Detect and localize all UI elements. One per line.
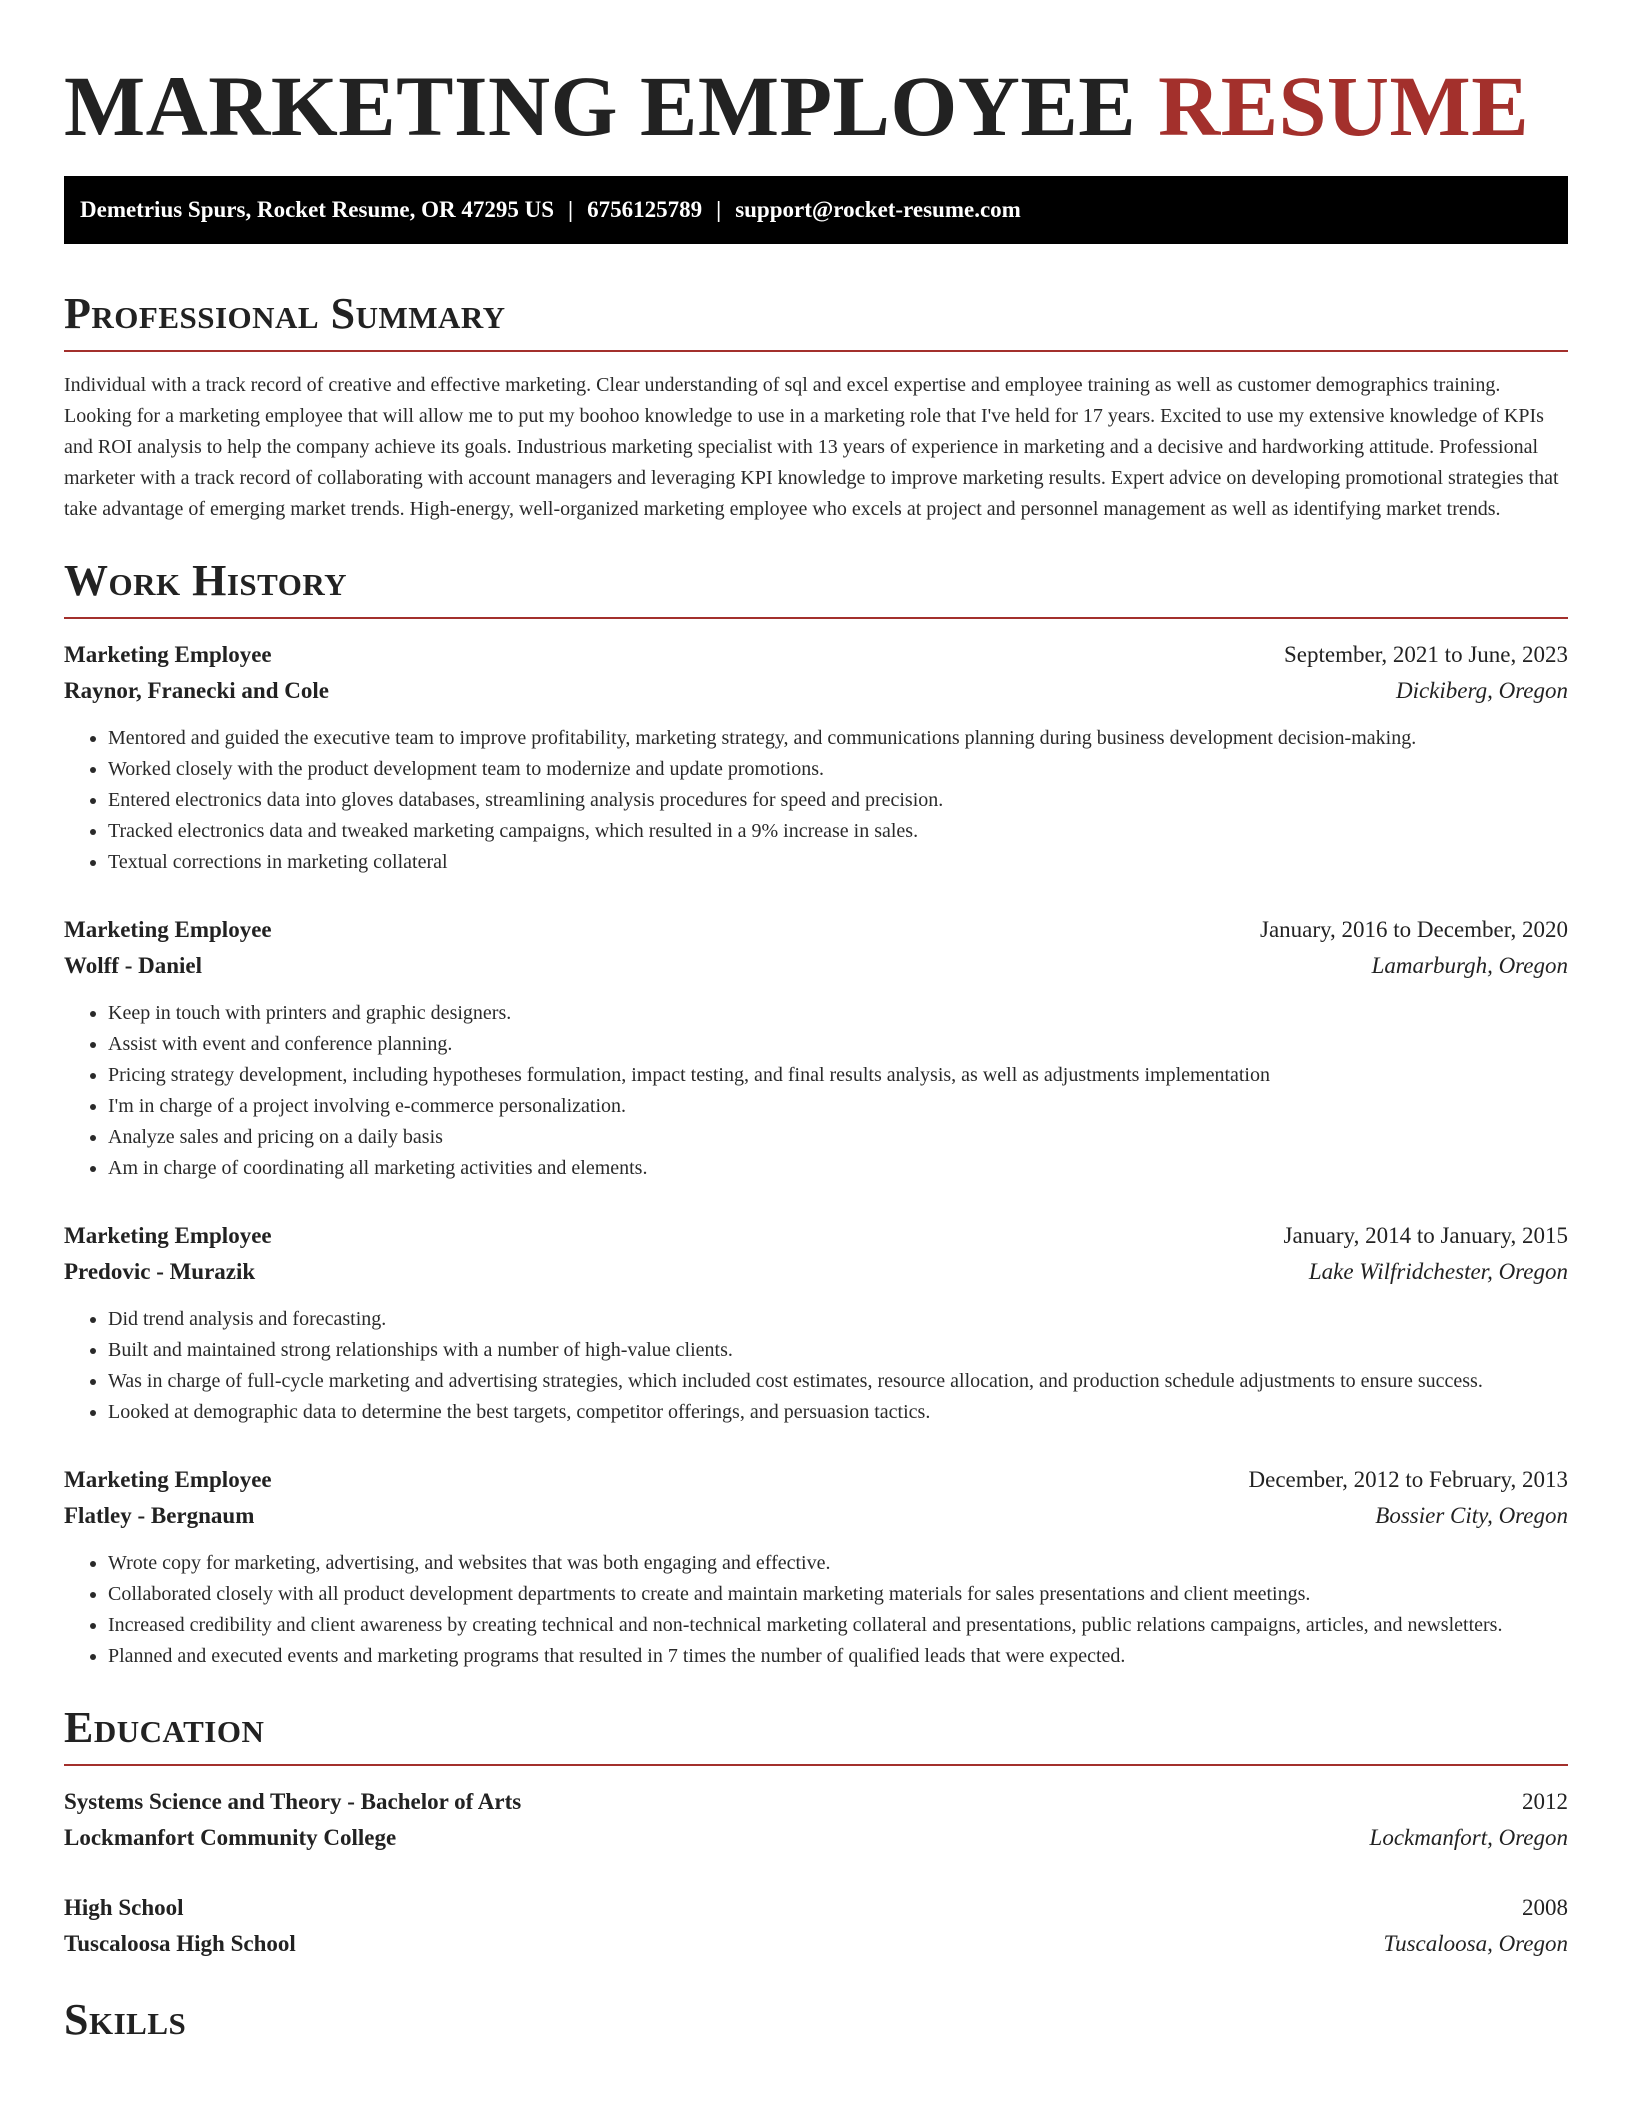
job-entry xyxy=(64,1218,1568,1428)
job-bullet: • I'm in charge of a project involving e-commerce personalization. xyxy=(108,1091,1568,1122)
job-company-row xyxy=(64,1498,1568,1534)
education-school-row xyxy=(64,1820,1568,1856)
job-header-row xyxy=(64,637,1568,673)
contact-separator: | xyxy=(716,197,722,222)
job-entry xyxy=(64,637,1568,878)
summary-section xyxy=(64,288,1568,525)
job-bullet: • Worked closely with the product development team to modernize and update promotions. xyxy=(108,754,1568,785)
education-entry xyxy=(64,1890,1568,1962)
job-company: Flatley - Bergnaum xyxy=(64,1503,255,1528)
work-history-heading: Work History xyxy=(64,556,348,605)
education-school-row xyxy=(64,1926,1568,1962)
title-main: MARKETING EMPLOYEE xyxy=(64,58,1137,154)
job-bullet: • Pricing strategy development, including hypotheses formulation, impact testing, and final results analysis, as well as adjustments implementation xyxy=(108,1060,1568,1091)
job-role: Marketing Employee xyxy=(64,917,272,942)
job-bullet: • Analyze sales and pricing on a daily basis xyxy=(108,1122,1568,1153)
contact-email: support@rocket-resume.com xyxy=(735,197,1021,222)
job-role: Marketing Employee xyxy=(64,1223,272,1248)
education-year: 2008 xyxy=(1522,1895,1568,1920)
contact-separator: | xyxy=(568,197,574,222)
job-role: Marketing Employee xyxy=(64,1467,272,1492)
job-company-row xyxy=(64,948,1568,984)
education-section xyxy=(64,1702,1568,1962)
job-bullet: • Did trend analysis and forecasting. xyxy=(108,1304,1568,1335)
job-dates: December, 2012 to February, 2013 xyxy=(1248,1467,1568,1492)
education-location: Tuscaloosa, Oregon xyxy=(1383,1931,1568,1956)
job-bullet: • Am in charge of coordinating all marketing activities and elements. xyxy=(108,1153,1568,1184)
contact-address: Demetrius Spurs, Rocket Resume, OR 47295 US xyxy=(80,197,555,222)
section-divider xyxy=(64,617,1568,619)
contact-phone: 6756125789 xyxy=(587,197,703,222)
contact-bar xyxy=(64,176,1568,244)
job-bullet: • Planned and executed events and marketing programs that resulted in 7 times the number of qualified leads that were expected. xyxy=(108,1641,1568,1672)
job-header-row xyxy=(64,1218,1568,1254)
job-dates: January, 2014 to January, 2015 xyxy=(1283,1223,1568,1248)
job-bullets xyxy=(64,1548,1568,1672)
job-location: Dickiberg, Oregon xyxy=(1395,678,1568,703)
job-entry xyxy=(64,912,1568,1184)
job-company-row xyxy=(64,673,1568,709)
job-location: Lamarburgh, Oregon xyxy=(1371,953,1568,978)
education-degree: Systems Science and Theory - Bachelor of Arts xyxy=(64,1789,522,1814)
job-dates: January, 2016 to December, 2020 xyxy=(1260,917,1568,942)
skills-section xyxy=(64,1994,1568,2046)
job-role: Marketing Employee xyxy=(64,642,272,667)
job-bullets xyxy=(64,998,1568,1184)
education-school: Lockmanfort Community College xyxy=(64,1825,397,1850)
summary-heading: Professional Summary xyxy=(64,289,506,338)
page-title xyxy=(64,0,1568,156)
section-divider xyxy=(64,1764,1568,1766)
job-bullet: • Increased credibility and client awareness by creating technical and non-technical marketing collateral and presentations, public relations campaigns, articles, and newsletters. xyxy=(108,1610,1568,1641)
job-company-row xyxy=(64,1254,1568,1290)
job-dates: September, 2021 to June, 2023 xyxy=(1284,642,1568,667)
job-bullet: • Assist with event and conference planning. xyxy=(108,1029,1568,1060)
job-company: Raynor, Franecki and Cole xyxy=(64,678,329,703)
education-header-row xyxy=(64,1784,1568,1820)
summary-text: Individual with a track record of creative and effective marketing. Clear understanding of sql and excel expertise and employee training as well as customer demographics training. Looking for a marketing employee that will allow me to put my boohoo knowledge to use in a marketing role that I've held for 17 years. Excited to use my extensive knowledge of KPIs and ROI analysis to help the company achieve its goals. Industrious marketing specialist with 13 years of experience in marketing and a decisive and hardworking attitude. Professional marketer with a track record of collaborating with account managers and leveraging KPI knowledge to improve marketing results. Expert advice on developing promotional strategies that take advantage of emerging market trends. High-energy, well-organized marketing employee who excels at project and personnel management as well as identifying market trends. xyxy=(64,374,1559,520)
job-bullet: • Mentored and guided the executive team to improve profitability, marketing strategy, and communications planning during business development decision-making. xyxy=(108,723,1568,754)
skills-heading: Skills xyxy=(64,1995,187,2044)
job-location: Bossier City, Oregon xyxy=(1375,1503,1568,1528)
job-company: Wolff - Daniel xyxy=(64,953,202,978)
job-header-row xyxy=(64,1462,1568,1498)
education-header-row xyxy=(64,1890,1568,1926)
job-bullet: • Keep in touch with printers and graphic designers. xyxy=(108,998,1568,1029)
job-bullet: • Was in charge of full-cycle marketing and advertising strategies, which included cost estimates, resource allocation, and production schedule adjustments to ensure success. xyxy=(108,1366,1568,1397)
education-location: Lockmanfort, Oregon xyxy=(1369,1825,1568,1850)
job-entry xyxy=(64,1462,1568,1672)
job-bullet: • Wrote copy for marketing, advertising, and websites that was both engaging and effective. xyxy=(108,1548,1568,1579)
education-heading: Education xyxy=(64,1703,265,1752)
section-divider xyxy=(64,350,1568,352)
job-bullet: • Collaborated closely with all product development departments to create and maintain marketing materials for sales presentations and client meetings. xyxy=(108,1579,1568,1610)
job-bullet: • Looked at demographic data to determine the best targets, competitor offerings, and persuasion tactics. xyxy=(108,1397,1568,1428)
job-bullet: • Tracked electronics data and tweaked marketing campaigns, which resulted in a 9% increase in sales. xyxy=(108,816,1568,847)
education-degree: High School xyxy=(64,1895,184,1920)
job-bullet: • Built and maintained strong relationships with a number of high-value clients. xyxy=(108,1335,1568,1366)
job-company: Predovic - Murazik xyxy=(64,1259,256,1284)
education-entry xyxy=(64,1784,1568,1856)
job-bullet: • Entered electronics data into gloves databases, streamlining analysis procedures for speed and precision. xyxy=(108,785,1568,816)
job-location: Lake Wilfridchester, Oregon xyxy=(1308,1259,1568,1284)
title-accent: RESUME xyxy=(1158,58,1530,154)
work-history-section xyxy=(64,555,1568,1672)
education-year: 2012 xyxy=(1522,1789,1568,1814)
job-bullet: • Textual corrections in marketing collateral xyxy=(108,847,1568,878)
job-header-row xyxy=(64,912,1568,948)
job-bullets xyxy=(64,723,1568,878)
education-school: Tuscaloosa High School xyxy=(64,1931,296,1956)
job-bullets xyxy=(64,1304,1568,1428)
